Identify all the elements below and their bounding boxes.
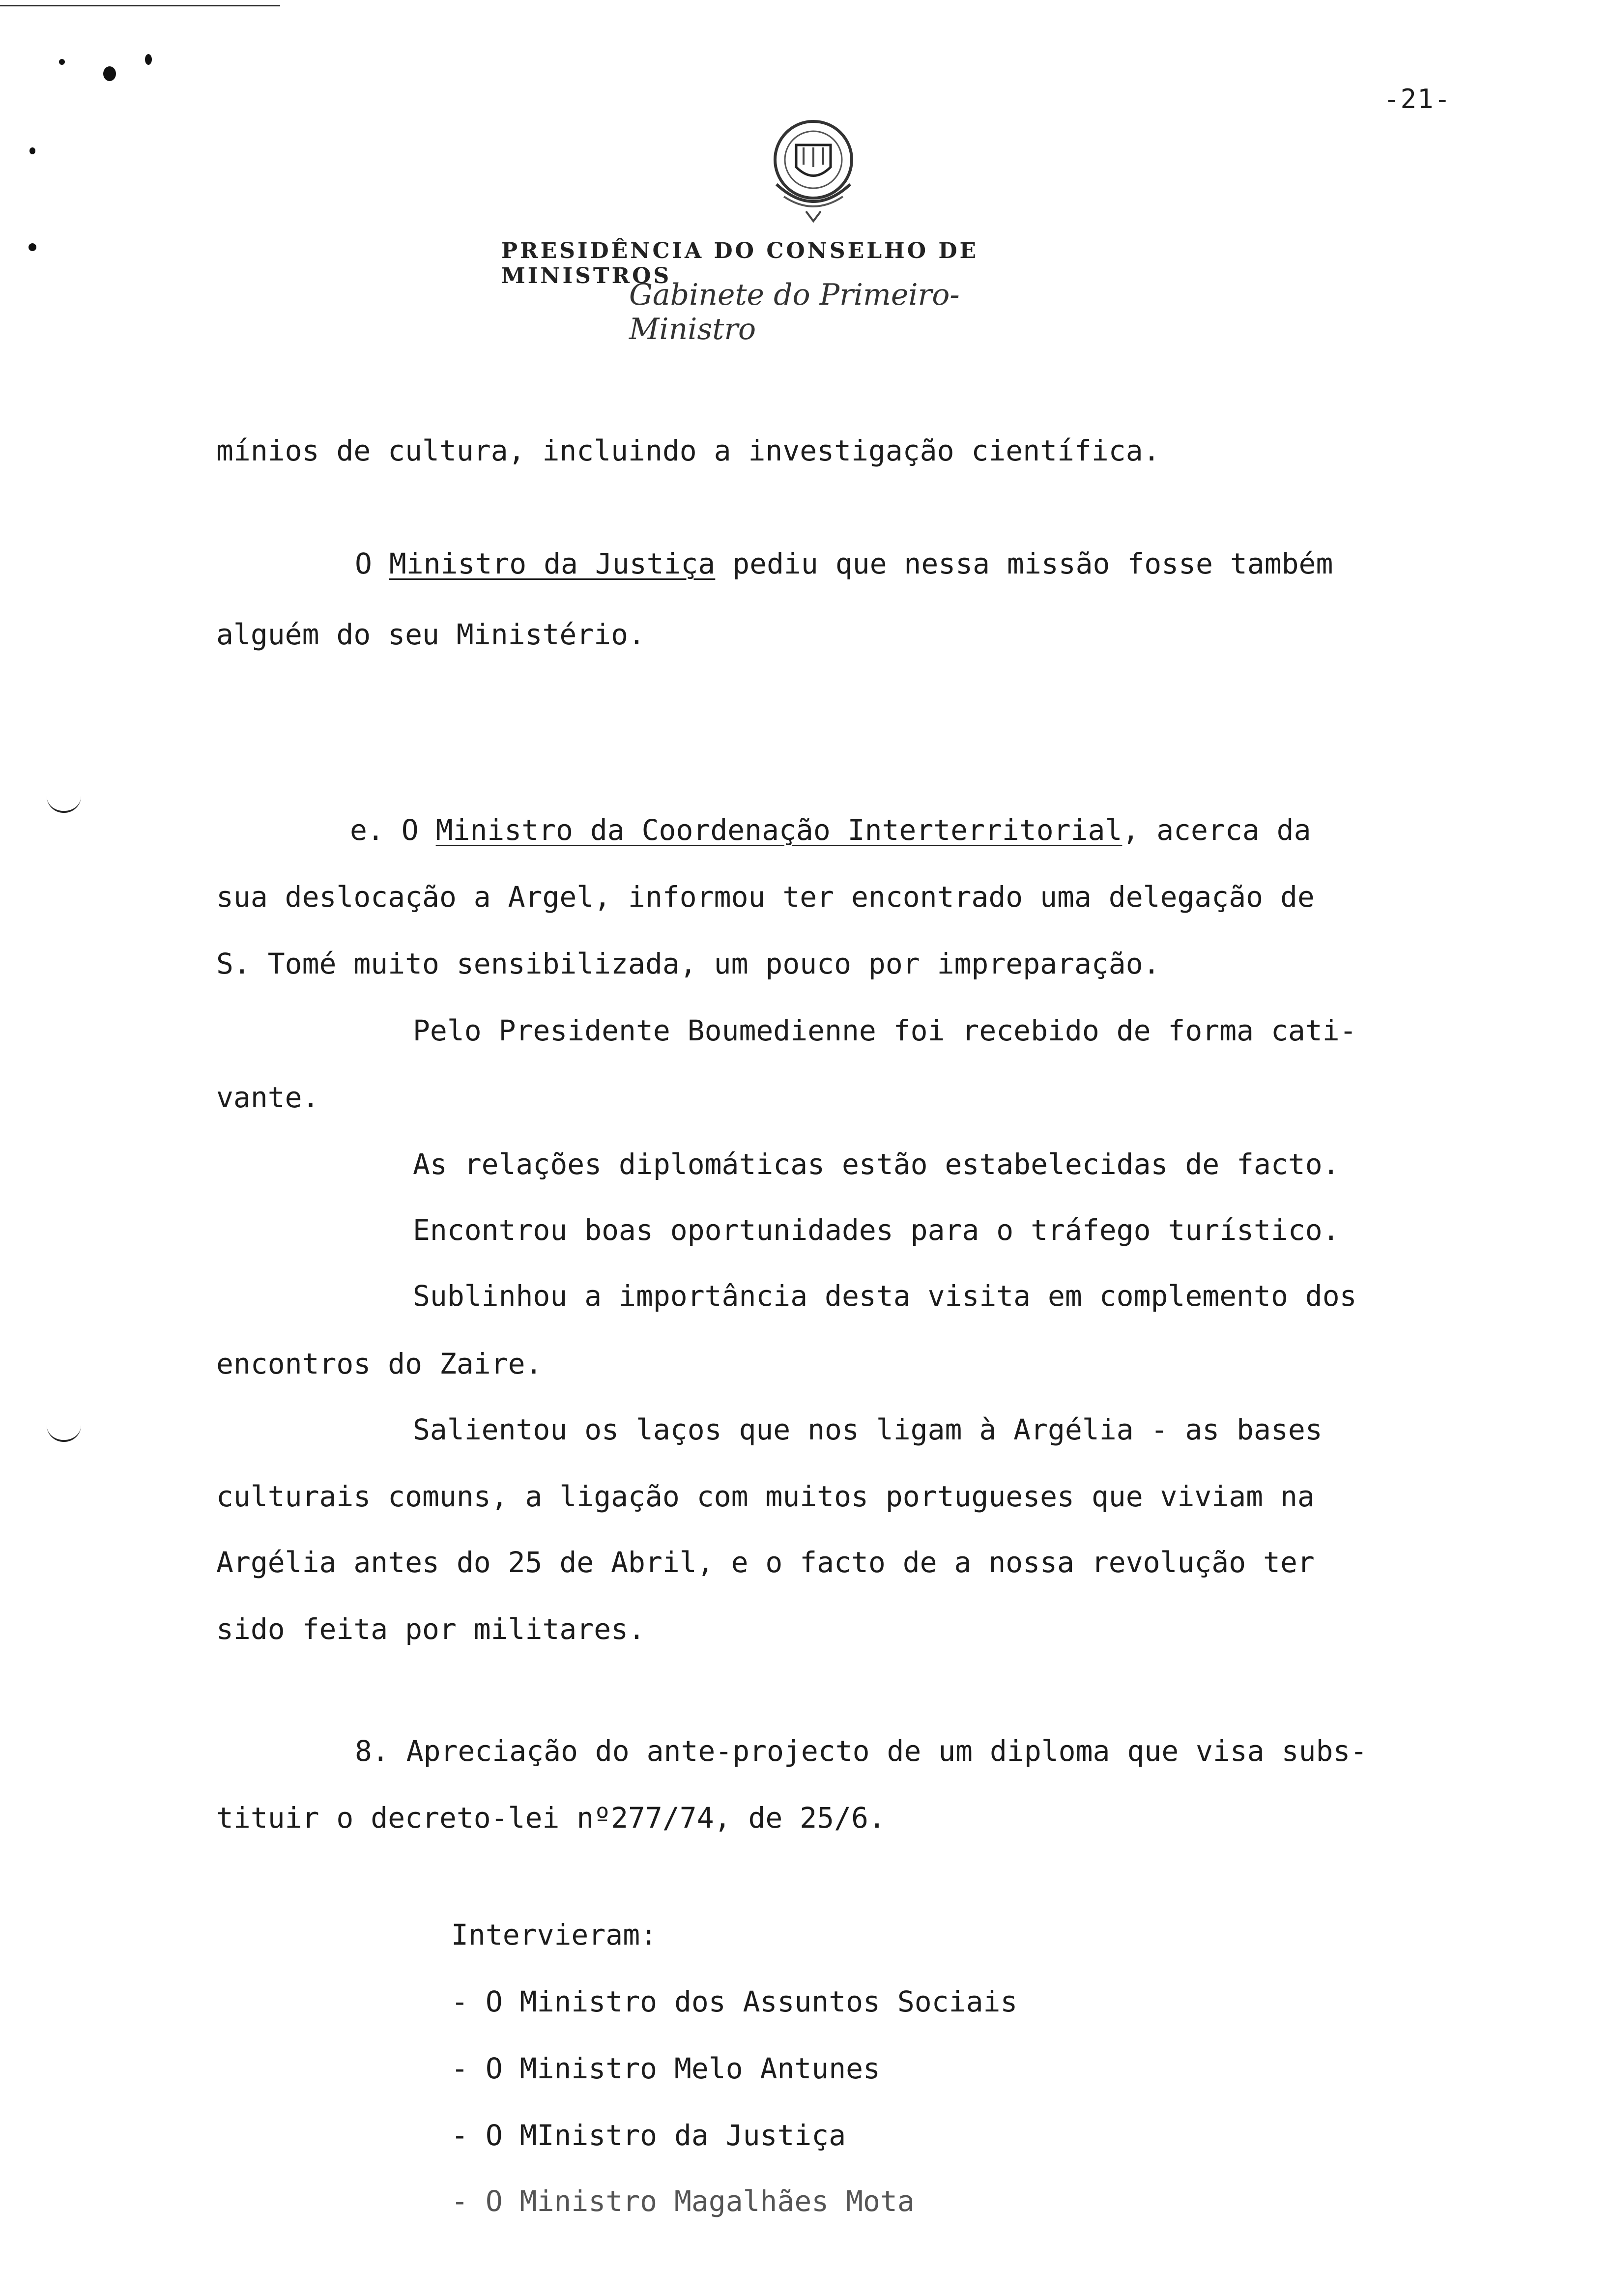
list-item: - O Ministro Magalhães Mota (451, 2184, 915, 2218)
body-line: encontros do Zaire. (216, 1347, 543, 1380)
body-line: Argélia antes do 25 de Abril, e o facto de a nossa revolução ter (216, 1546, 1315, 1579)
margin-mark (47, 796, 81, 813)
scan-edge-line (0, 5, 280, 6)
body-line: sido feita por militares. (216, 1612, 645, 1646)
body-text: pediu que nessa missão fosse também (715, 547, 1333, 580)
header-subtitle: Gabinete do Primeiro-Ministro (629, 278, 960, 346)
underlined-text: Ministro da Justiça (389, 547, 716, 580)
body-text: O (355, 547, 389, 580)
body-line: Pelo Presidente Boumedienne foi recebido de forma cati- (413, 1014, 1357, 1047)
item-label: e. (350, 813, 402, 847)
body-line: Encontrou boas oportunidades para o tráfego turístico. (413, 1213, 1340, 1247)
body-text: , acerca da (1122, 813, 1311, 847)
header-title: PRESIDÊNCIA DO CONSELHO DE MINISTROS (501, 238, 979, 288)
body-line: Salientou os laços que nos ligam à Argélia - as bases (413, 1413, 1323, 1446)
body-line: vante. (216, 1081, 319, 1114)
scan-speck (29, 243, 36, 251)
list-item: - O MInistro da Justiça (451, 2119, 846, 2152)
body-line: sua deslocação a Argel, informou ter encontrado uma delegação de (216, 880, 1315, 914)
margin-mark (47, 1425, 81, 1442)
scan-speck (29, 147, 35, 154)
body-line (350, 813, 1311, 847)
page-number: -21- (1383, 84, 1452, 115)
body-line (355, 549, 1333, 578)
body-line: mínios de cultura, incluindo a investigação científica. (216, 434, 1160, 467)
body-line: As relações diplomáticas estão estabelecidas de facto. (413, 1148, 1340, 1181)
body-line: culturais comuns, a ligação com muitos portugueses que viviam na (216, 1480, 1315, 1513)
list-item: - O Ministro Melo Antunes (451, 2052, 880, 2085)
list-item: - O Ministro dos Assuntos Sociais (451, 1985, 1018, 2018)
body-line: 8. Apreciação do ante-projecto de um diploma que visa subs- (355, 1734, 1368, 1768)
underlined-text: Ministro da Coordenação Interterritorial (435, 813, 1123, 847)
scan-speck (145, 54, 152, 65)
body-line: tituir o decreto-lei nº277/74, de 25/6. (216, 1801, 886, 1835)
body-line: S. Tomé muito sensibilizada, um pouco por impreparação. (216, 947, 1160, 980)
coat-of-arms-seal-icon (757, 111, 870, 229)
scan-speck (103, 66, 116, 81)
body-text: O (401, 813, 436, 847)
list-heading: Intervieram: (451, 1918, 658, 1952)
body-line: alguém do seu Ministério. (216, 618, 645, 651)
body-line: Sublinhou a importância desta visita em complemento dos (413, 1279, 1357, 1313)
scan-speck (59, 59, 65, 65)
